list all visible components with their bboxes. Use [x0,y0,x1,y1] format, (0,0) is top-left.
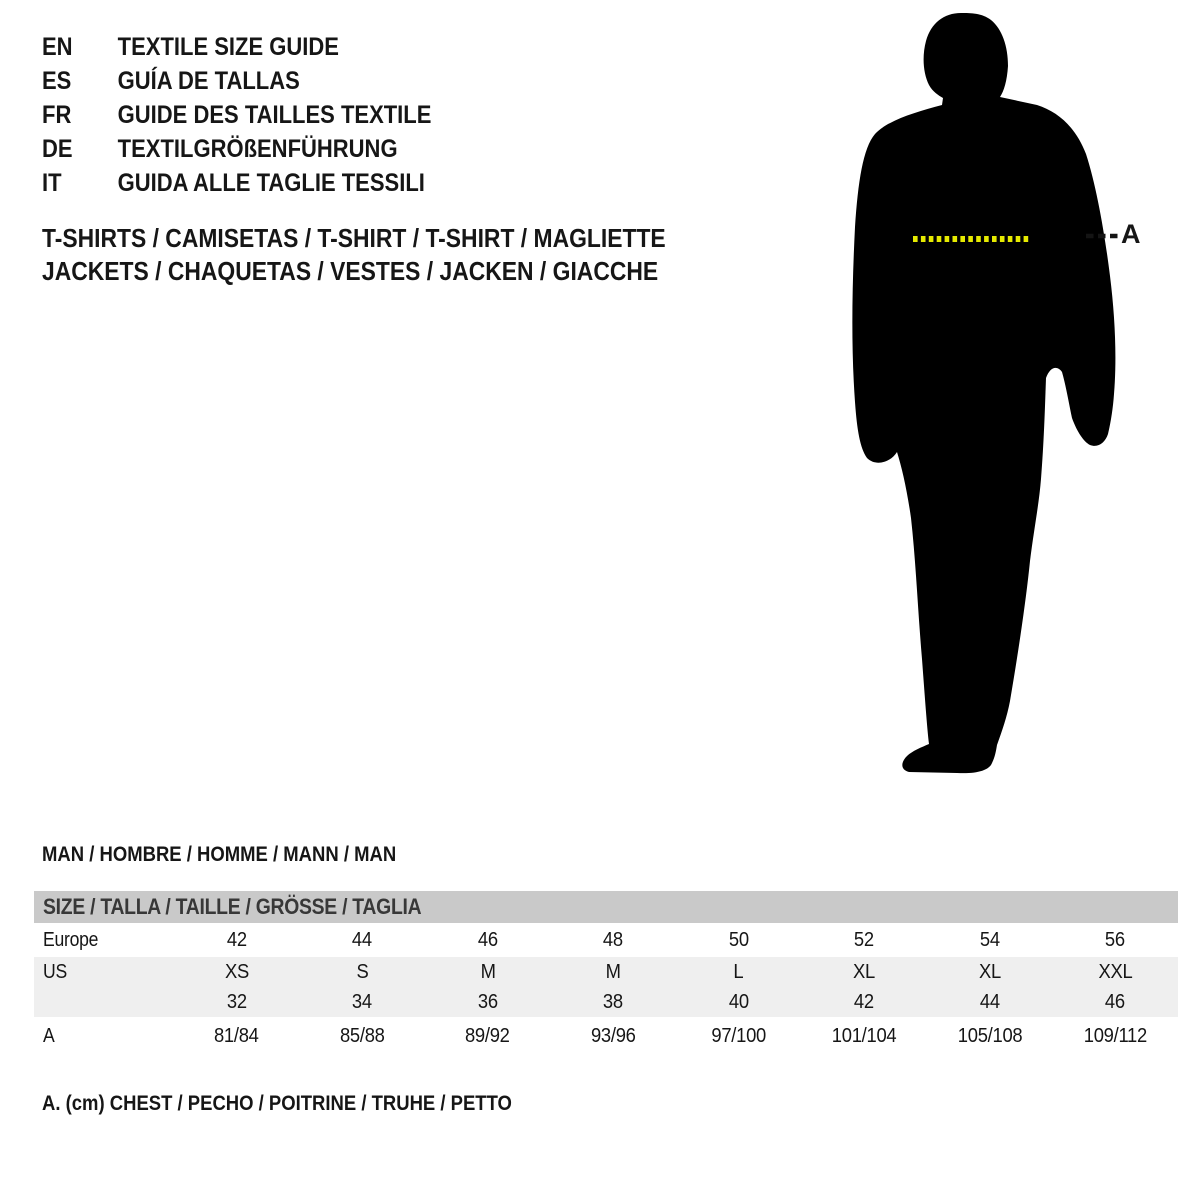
measure-label-a: A [1121,219,1141,249]
table-cell: 93/96 [590,1025,636,1047]
language-title: TEXTILE SIZE GUIDE [117,33,339,61]
category-line-jackets: JACKETS / CHAQUETAS / VESTES / JACKEN / GIACCHE [42,256,659,286]
table-cell: 44 [979,990,1000,1013]
table-cell: 56 [1105,928,1126,951]
table-cell: L [733,960,744,983]
language-row [42,64,431,98]
table-cell: 36 [477,990,498,1013]
language-code: IT [42,169,62,197]
table-cell: 52 [854,928,875,951]
table-cell: XS [224,960,249,983]
table-row-europe [34,923,1178,957]
table-cell: 44 [352,928,373,951]
language-code: DE [42,135,73,163]
measurement-footnote [42,1092,576,1116]
language-title-block [42,30,485,200]
category-line-tshirts: T-SHIRTS / CAMISETAS / T-SHIRT / T-SHIRT / MAGLIETTE [42,223,666,253]
table-cell: XXL [1098,960,1133,983]
language-row [42,166,431,200]
table-cell: M [480,960,496,983]
size-table-header-text: SIZE / TALLA / TAILLE / GRÖSSE / TAGLIA [43,894,422,919]
table-row-alt-sizes [34,987,1178,1017]
row-label: US [43,960,67,983]
table-cell: 109/112 [1083,1025,1147,1047]
table-row-chest-a [34,1017,1178,1056]
table-cell: M [605,960,621,983]
language-row [42,98,431,132]
table-cell: 89/92 [465,1025,511,1047]
table-row-us [34,957,1178,987]
table-cell: 85/88 [339,1025,385,1047]
measurement-footnote-text: A. (cm) CHEST / PECHO / POITRINE / TRUHE / PETTO [42,1092,512,1115]
size-table [34,891,1178,1056]
table-cell: 101/104 [831,1025,897,1047]
table-cell: 105/108 [957,1025,1023,1047]
table-cell: 32 [226,990,247,1013]
table-cell: 97/100 [711,1025,767,1047]
table-cell: S [356,960,369,983]
table-cell: XL [853,960,876,983]
row-label: Europe [43,928,99,951]
size-table-header [34,891,1178,923]
table-cell: 48 [603,928,624,951]
table-cell: 34 [352,990,373,1013]
table-cell: 46 [477,928,498,951]
language-code: EN [42,33,73,61]
language-row [42,132,431,166]
table-cell: 40 [728,990,749,1013]
garment-categories [42,222,751,288]
table-cell: 38 [603,990,624,1013]
table-cell: 46 [1105,990,1126,1013]
language-row [42,30,431,64]
row-label [34,991,174,1014]
section-title-text: MAN / HOMBRE / HOMME / MANN / MAN [42,843,397,866]
language-title: GUIDE DES TAILLES TEXTILE [117,101,432,129]
table-cell: 42 [226,928,247,951]
language-title: GUÍA DE TALLAS [117,67,300,95]
table-cell: 81/84 [214,1025,260,1047]
row-label: A [43,1025,55,1047]
table-cell: XL [978,960,1001,983]
table-cell: 50 [728,928,749,951]
language-title: TEXTILGRÖßENFÜHRUNG [117,135,398,163]
table-cell: 42 [854,990,875,1013]
section-title-man [42,843,444,867]
man-silhouette-figure [840,0,1160,790]
language-code: FR [42,101,72,129]
language-code: ES [42,67,72,95]
man-silhouette [852,13,1115,773]
language-title: GUIDA ALLE TAGLIE TESSILI [117,169,425,197]
table-cell: 54 [979,928,1000,951]
